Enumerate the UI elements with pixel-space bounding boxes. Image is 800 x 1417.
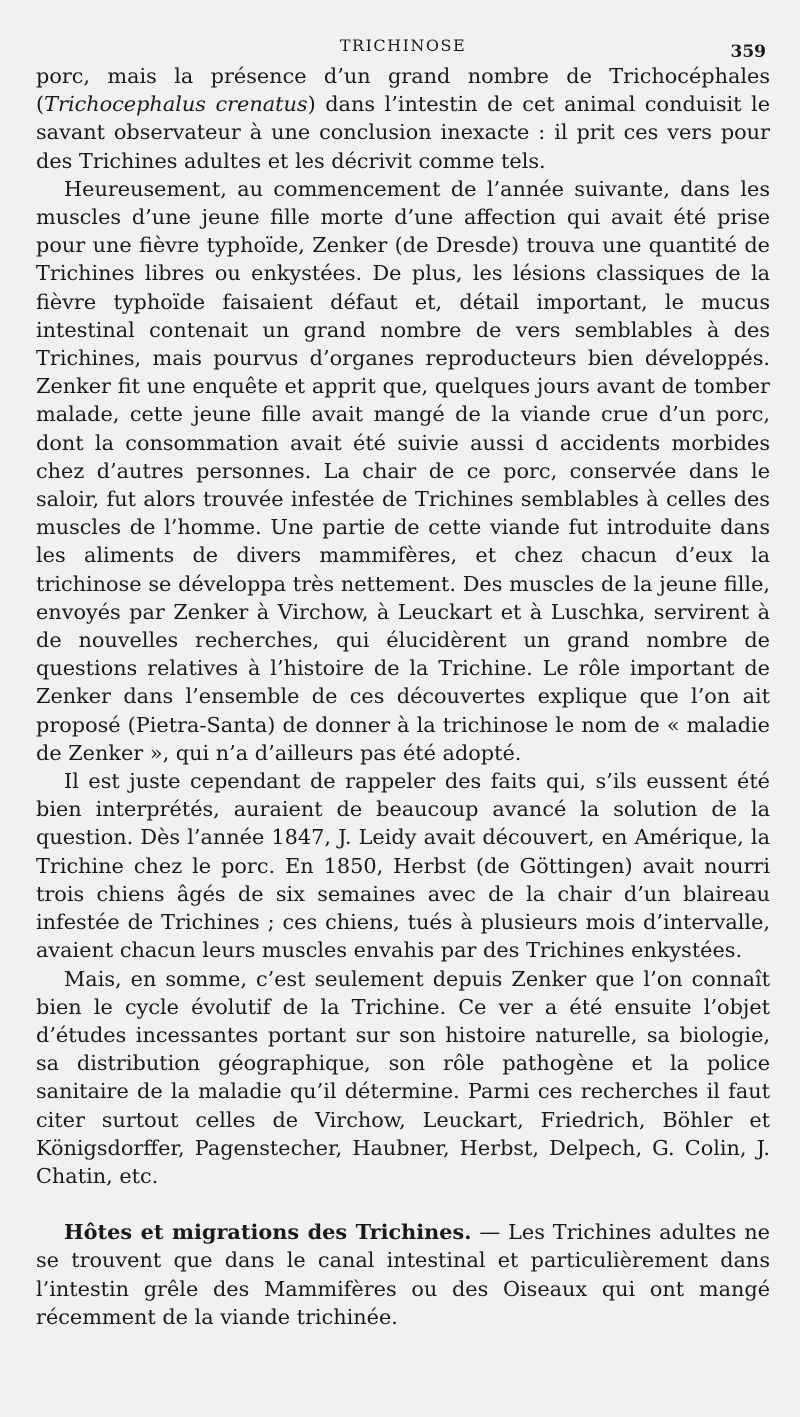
page-number: 359 — [730, 42, 766, 62]
section-text: — Les Trichines adultes ne se trouvent que dans le canal intestinal et particulièrement dans l’intestin grêle des Mammifères ou des Oiseaux qui ont mangé récemment de la viande trichinée. — [36, 1220, 770, 1329]
paragraph-text-pre: porc, mais la présence d’un grand nombre de Trichocéphales ( — [36, 64, 770, 117]
species-name-italic: Trichocephalus crenatus — [44, 92, 308, 117]
paragraph: Heureusement, au commencement de l’année suivante, dans les muscles d’une jeune fille morte d’une affection qui avait été prise pour une fièvre typhoïde, Zenker (de Dresde) trouva une quantité de Trichines libres ou enkystées. De plus, les lésions classiques de la fièvre typhoïde faisaient défaut et, détail important, le mucus intestinal contenait un grand nombre de vers semblables à des Trichines, mais pourvus d’organes reproducteurs bien développés. Zenker fit une enquête et apprit que, quelques jours avant de tomber malade, cette jeune fille avait mangé de la viande crue d’un porc, dont la consommation avait été suivie aussi d accidents morbides chez d’autres personnes. La chair de ce porc, conservée dans le saloir, fut alors trouvée infestée de Trichines semblables à celles des muscles de l’homme. Une partie de cette viande fut introduite dans les aliments de divers mammifères, et chez chacun d’eux la trichinose se développa très nettement. Des muscles de la jeune fille, envoyés par Zenker à Virchow, à Leuckart et à Luschka, servirent à de nouvelles recherches, qui élucidèrent un grand nombre de questions relatives à l’histoire de la Trichine. Le rôle important de Zenker dans l’ensemble de ces découvertes explique que l’on ait proposé (Pietra-Santa) de donner à la trichinose le nom de « maladie de Zenker », qui n’a d’ailleurs pas été adopté. — [36, 176, 770, 765]
section-gap — [36, 1190, 770, 1218]
paragraph: Il est juste cependant de rappeler des faits qui, s’ils eussent été bien interprétés, auraient de beaucoup avancé la solution de la question. Dès l’année 1847, J. Leidy avait découvert, en Amérique, la Trichine chez le porc. En 1850, Herbst (de Göttingen) avait nourri trois chiens âgés de six semaines avec de la chair d’un blaireau infestée de Trichines ; ces chiens, tués à plusieurs mois d’intervalle, avaient chacun leurs muscles envahis par des Trichines enkystées. — [36, 769, 770, 963]
paragraph: Mais, en somme, c’est seulement depuis Zenker que l’on connaît bien le cycle évolutif de la Trichine. Ce ver a été ensuite l’objet d’études incessantes portant sur son histoire naturelle, sa biologie, sa distribution géographique, son rôle pathogène et la police sanitaire de la maladie qu’il détermine. Parmi ces recherches il faut citer surtout celles de Virchow, Leuckart, Friedrich, Böhler et Königsdorffer, Pagenstecher, Haubner, Herbst, Delpech, G. Colin, J. Chatin, etc. — [36, 966, 770, 1188]
paragraph-continued — [36, 62, 770, 175]
section-title: Hôtes et migrations des Trichines. — [64, 1219, 472, 1245]
page-header — [36, 32, 770, 62]
running-head: TRICHINOSE — [339, 36, 467, 55]
paragraph-text-post: ) dans l’intestin de cet animal conduisit le savant observateur à une conclusion inexacte : il prit ces vers pour des Trichines adultes et les décrivit comme tels. — [36, 92, 770, 173]
body-text — [36, 62, 770, 1331]
section-paragraph — [36, 1218, 770, 1331]
